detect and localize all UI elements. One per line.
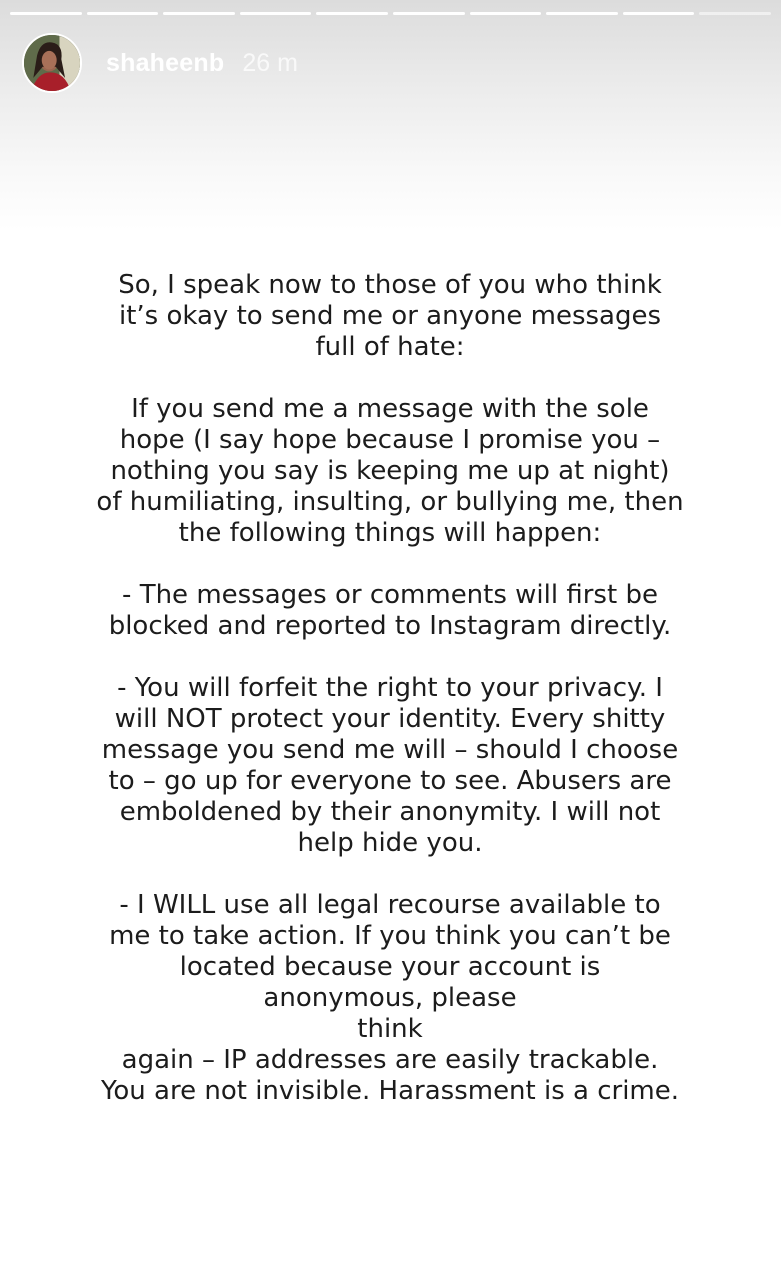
progress-segment [393, 12, 465, 15]
text-line: - You will forfeit the right to your privacy. I [117, 673, 663, 703]
progress-segment [316, 12, 388, 15]
text-line: anonymous, please [263, 983, 517, 1013]
progress-segment [10, 12, 82, 15]
text-line: it’s okay to send me or anyone messages [118, 301, 662, 331]
paragraph [30, 890, 750, 1107]
text-line: again – IP addresses are easily trackable. [121, 1045, 659, 1075]
text-line: message you send me will – should I choose [101, 735, 679, 765]
avatar[interactable] [22, 33, 82, 93]
paragraph [30, 394, 750, 549]
text-line: located because your account is [179, 952, 601, 982]
text-line: - I WILL use all legal recourse available to [119, 890, 661, 920]
text-line: of humiliating, insulting, or bullying me, then [96, 487, 684, 517]
text-line: blocked and reported to Instagram directly. [108, 611, 672, 641]
story-text [30, 270, 750, 1138]
paragraph [30, 270, 750, 363]
story-timestamp: 26 m [242, 48, 298, 77]
progress-segment [470, 12, 542, 15]
progress-segment [163, 12, 235, 15]
text-line: help hide you. [297, 828, 483, 858]
progress-segment [699, 12, 771, 15]
text-line: - The messages or comments will first be [122, 580, 658, 610]
text-line: think [357, 1014, 423, 1044]
text-line: the following things will happen: [178, 518, 602, 548]
text-line: You are not invisible. Harassment is a crime. [100, 1076, 680, 1106]
progress-segment [623, 12, 695, 15]
progress-segment [240, 12, 312, 15]
text-line: emboldened by their anonymity. I will not [119, 797, 661, 827]
paragraph [30, 673, 750, 859]
text-line: full of hate: [315, 332, 465, 362]
progress-segment [87, 12, 159, 15]
story-header [22, 32, 298, 94]
text-line: will NOT protect your identity. Every shitty [114, 704, 666, 734]
text-line: nothing you say is keeping me up at night) [110, 456, 670, 486]
text-line: to – go up for everyone to see. Abusers are [108, 766, 672, 796]
text-line: If you send me a message with the sole [131, 394, 649, 424]
text-line: So, I speak now to those of you who think [118, 270, 662, 300]
text-line: hope (I say hope because I promise you – [119, 425, 661, 455]
progress-segment [546, 12, 618, 15]
story-username[interactable]: shaheenb [106, 48, 225, 77]
story-progress-bar [10, 12, 771, 16]
avatar-photo-icon [24, 35, 80, 91]
text-line: me to take action. If you think you can’t be [109, 921, 671, 951]
paragraph [30, 580, 750, 642]
